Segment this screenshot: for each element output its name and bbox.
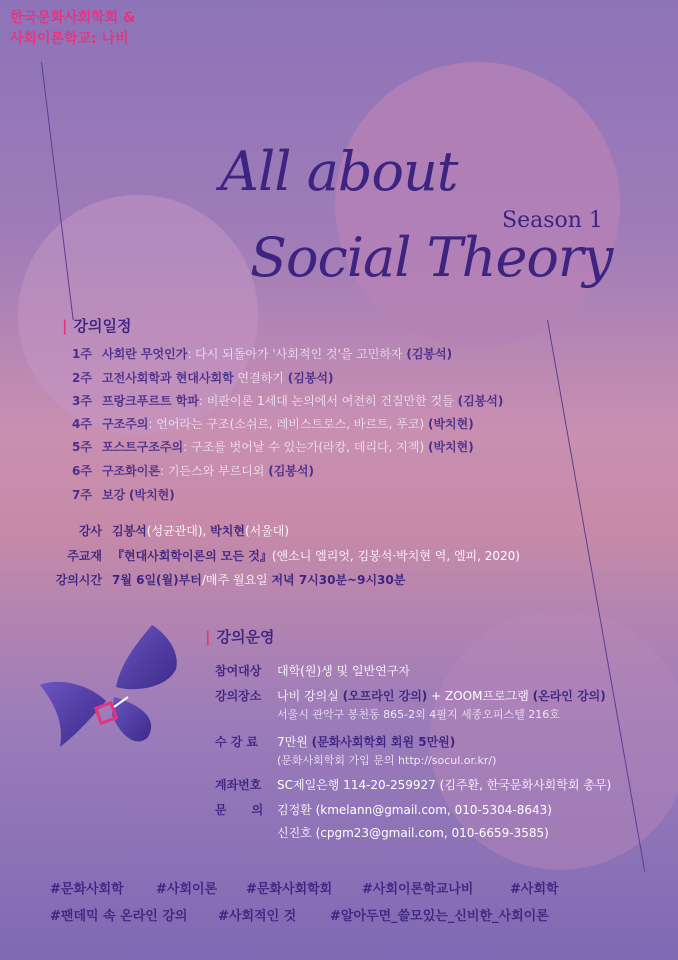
contact-label: 문 의 <box>215 803 264 817</box>
butterfly-logo <box>40 625 180 755</box>
instructor-1: 김봉석 <box>112 524 147 538</box>
week-number: 2주 <box>72 371 92 385</box>
target-value: 대학(원)생 및 일반연구자 <box>277 664 410 678</box>
target-label: 참여대상 <box>215 664 262 678</box>
time-start: 7월 6일(월)부터 <box>112 573 202 587</box>
title-line-1: All about <box>220 140 458 203</box>
week-lecturer: (김봉석) <box>457 394 504 408</box>
instructor-1-affiliation: (성균관대), <box>146 524 211 538</box>
hashtag-4[interactable]: #사회이론학교나비 <box>362 882 474 897</box>
week-description: : 다시 되돌아가 '사회적인 것'을 고민하자 <box>187 347 403 361</box>
contact-2: 신진호 (cpgm23@gmail.com, 010-6659-3585) <box>277 826 549 840</box>
schedule-week-7 <box>72 486 175 503</box>
contact-row-2 <box>277 824 549 841</box>
operation-heading: | 강의운영 <box>205 628 275 646</box>
decorative-circle-large <box>335 62 620 347</box>
place-label: 강의장소 <box>215 689 262 703</box>
title-line-2: Social Theory <box>250 226 613 289</box>
hashtag-8[interactable]: #알아두면_쓸모있는_신비한_사회이론 <box>330 909 549 924</box>
instructor-row <box>78 522 290 539</box>
week-description: : 비판이론 1세대 논의에서 여전히 건질만한 것들 <box>198 394 454 408</box>
account-value: SC제일은행 114-20-259927 (김주환, 한국문화사회학회 총무) <box>277 778 612 792</box>
schedule-week-1 <box>72 345 452 362</box>
hashtag-6[interactable]: #팬데믹 속 온라인 강의 <box>50 909 188 924</box>
organization-line-2: 사회이론학교: 나비 <box>10 31 129 47</box>
target-row <box>215 662 410 679</box>
place-b: (오프라인 강의) <box>342 689 428 703</box>
schedule-week-2 <box>72 369 333 386</box>
week-topic: 구조주의 <box>102 417 149 431</box>
week-number: 4주 <box>72 417 92 431</box>
fee-label: 수 강 료 <box>215 735 259 749</box>
week-lecturer: (박치현) <box>427 417 474 431</box>
instructor-2-affiliation: (서울대) <box>244 524 290 538</box>
week-lecturer: (박치현) <box>427 440 474 454</box>
fee-row <box>215 733 455 750</box>
textbook-title: 『현대사회학이론의 모든 것』 <box>112 549 272 563</box>
textbook-detail: (앤소니 엘리엇, 김봉석·박치현 역, 엘피, 2020) <box>271 549 520 563</box>
time-label: 강의시간 <box>55 573 102 587</box>
week-topic: 포스트구조주의 <box>102 440 184 454</box>
fee-b: (문화사회학회 회원 5만원) <box>311 735 456 749</box>
hashtag-5[interactable]: #사회학 <box>510 882 559 897</box>
week-number: 1주 <box>72 347 92 361</box>
schedule-week-4 <box>72 415 474 432</box>
hashtag-1[interactable]: #문화사회학 <box>50 882 124 897</box>
instructor-2: 박치현 <box>210 524 245 538</box>
week-lecturer: (박치현) <box>129 488 175 502</box>
week-description: 연결하기 <box>233 371 284 385</box>
time-mid: /매주 월요일 <box>201 573 272 587</box>
season-label: Season 1 <box>502 208 603 233</box>
week-number: 7주 <box>72 488 92 502</box>
week-number: 3주 <box>72 394 92 408</box>
contact-row <box>215 801 552 818</box>
fee-note: (문화사회학회 가입 문의 http://socul.or.kr/) <box>277 754 497 767</box>
week-topic: 프랑크푸르트 학파 <box>102 394 199 408</box>
organization-name <box>10 8 135 50</box>
week-description: : 기든스와 부르디외 <box>159 464 265 478</box>
place-a: 나비 강의실 <box>277 689 343 703</box>
week-topic: 고전사회학과 현대사회학 <box>102 371 234 385</box>
heading-bar: | <box>62 317 68 335</box>
hashtag-2[interactable]: #사회이론 <box>156 882 218 897</box>
week-description: : 구조를 벗어날 수 있는가(라캉, 데리다, 지젝) <box>183 440 425 454</box>
week-topic: 보강 <box>102 488 126 502</box>
place-d: (온라인 강의) <box>532 689 606 703</box>
account-row <box>215 776 611 793</box>
week-lecturer: (김봉석) <box>268 464 314 478</box>
schedule-week-6 <box>72 462 314 479</box>
place-row <box>215 687 606 704</box>
schedule-week-3 <box>72 392 503 409</box>
place-address: 서울시 관악구 봉천동 865-2외 4필지 세종오피스텔 216호 <box>277 708 560 721</box>
week-lecturer: (김봉석) <box>406 347 453 361</box>
organization-line-1: 한국문화사회학회 & <box>10 10 136 26</box>
time-row <box>55 571 406 588</box>
week-topic: 사회란 무엇인가 <box>102 347 188 361</box>
textbook-row <box>67 547 520 564</box>
contact-1: 김정환 (kmelann@gmail.com, 010-5304-8643) <box>277 803 552 817</box>
hashtag-3[interactable]: #문화사회학회 <box>246 882 333 897</box>
week-number: 6주 <box>72 464 92 478</box>
time-hours: 저녁 7시30분~9시30분 <box>271 573 406 587</box>
instructor-label: 강사 <box>78 524 102 538</box>
schedule-heading: | 강의일정 <box>62 317 132 335</box>
week-description: : 언어라는 구조(소쉬르, 레비스트로스, 바르트, 푸코) <box>148 417 425 431</box>
textbook-label: 주교재 <box>67 549 102 563</box>
week-number: 5주 <box>72 440 92 454</box>
week-lecturer: (김봉석) <box>287 371 334 385</box>
schedule-week-5 <box>72 438 474 455</box>
account-label: 계좌번호 <box>215 778 262 792</box>
hashtag-7[interactable]: #사회적인 것 <box>218 909 297 924</box>
week-topic: 구조화이론 <box>102 464 160 478</box>
heading-bar: | <box>205 628 211 646</box>
fee-a: 7만원 <box>277 735 312 749</box>
place-c: + ZOOM프로그램 <box>427 689 533 703</box>
